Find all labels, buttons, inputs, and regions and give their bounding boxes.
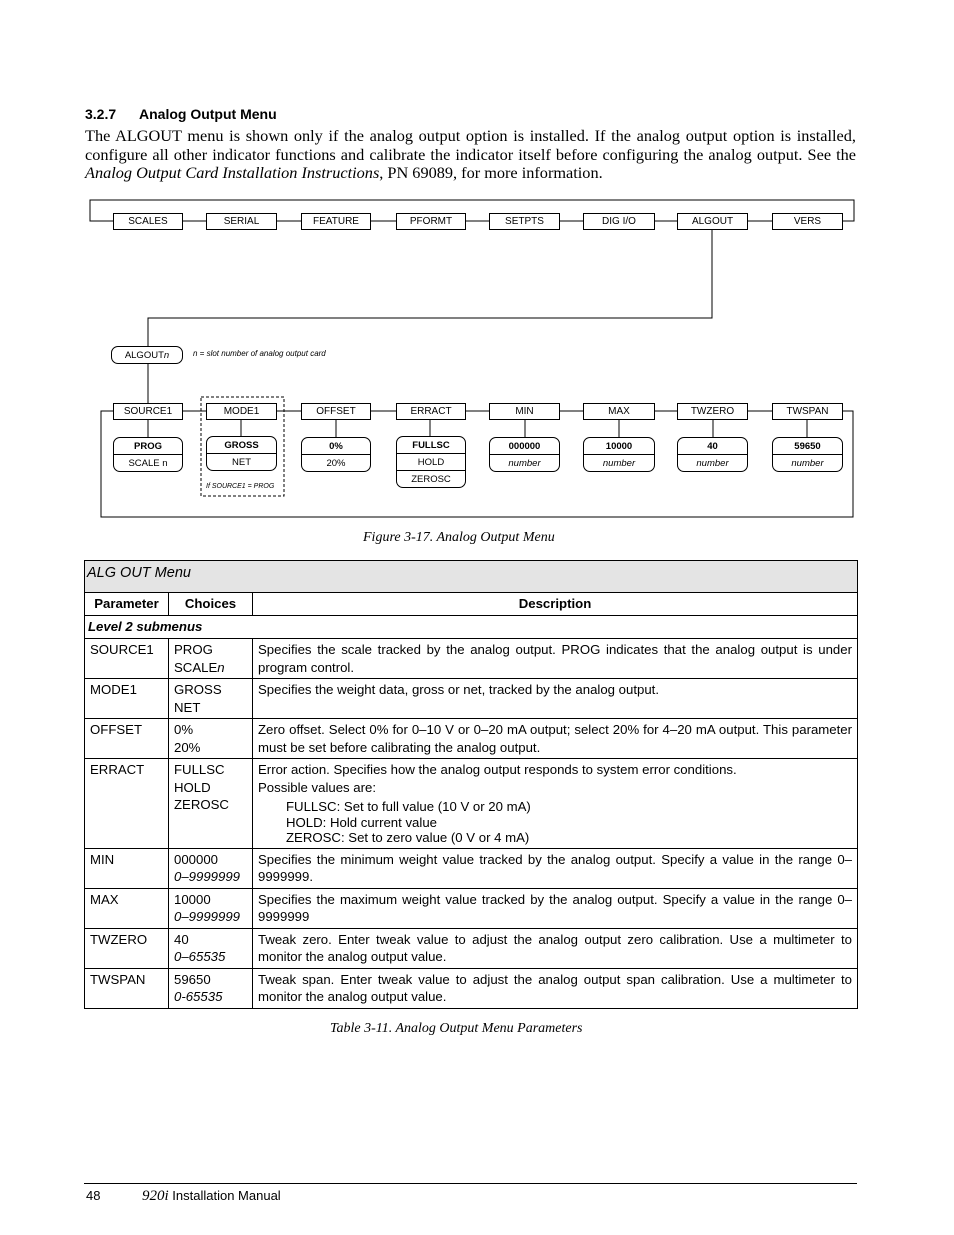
choices-cell: [169, 719, 253, 759]
choice-value: 59650: [174, 971, 211, 987]
option-prog: PROG: [134, 440, 162, 452]
top-menu-algout: ALGOUT: [677, 213, 748, 230]
option-scale-n: SCALE n: [114, 454, 182, 471]
option-fullsc: FULLSC: [412, 439, 450, 451]
choice-value: GROSS: [174, 682, 222, 697]
choice-range: 0–9999999: [174, 909, 241, 924]
submenu-erract: ERRACT: [396, 403, 466, 420]
choice-value: FULLSC: [174, 762, 225, 777]
option-min-number: number: [490, 454, 559, 471]
top-menu-vers: VERS: [772, 213, 843, 230]
algout-node-label: ALGOUT: [124, 349, 164, 361]
header-choices: Choices: [169, 593, 253, 616]
footer-rule: [84, 1183, 857, 1184]
twspan-options: [772, 437, 843, 472]
option-hold: HOLD: [397, 453, 465, 470]
choice-value: SCALEn: [174, 659, 225, 675]
param-cell: TWSPAN: [85, 968, 169, 1008]
top-menu-serial: SERIAL: [206, 213, 277, 230]
mode1-options: [206, 436, 277, 471]
choices-cell: [169, 679, 253, 719]
param-cell: MODE1: [85, 679, 169, 719]
table-row: [85, 928, 858, 968]
option-min-default: 000000: [508, 440, 541, 452]
algout-note: n = slot number of analog output card: [193, 349, 326, 358]
submenu-mode1: MODE1: [206, 403, 277, 420]
param-cell: TWZERO: [85, 928, 169, 968]
table-subheading: Level 2 submenus: [85, 615, 858, 639]
algout-n-node: [111, 346, 183, 364]
possible-values-list: [258, 799, 852, 846]
offset-options: [301, 437, 371, 472]
table-title: ALG OUT Menu: [85, 561, 858, 593]
choice-range: 0–65535: [174, 949, 226, 964]
param-cell: ERRACT: [85, 759, 169, 849]
choice-value: HOLD: [174, 779, 211, 795]
section-number: 3.2.7: [85, 106, 117, 122]
choice-range: 0–9999999: [174, 869, 241, 884]
option-twzero-default: 40: [707, 440, 718, 452]
twzero-options: [677, 437, 748, 472]
param-cell: MAX: [85, 888, 169, 928]
option-zerosc: ZEROSC: [397, 470, 465, 487]
choices-cell: [169, 759, 253, 849]
list-item: FULLSC: Set to full value (10 V or 20 mA): [286, 799, 531, 814]
option-max-number: number: [584, 454, 654, 471]
choice-value: 10000: [174, 891, 211, 907]
submenu-max: MAX: [583, 403, 655, 420]
top-menu-feature: FEATURE: [301, 213, 371, 230]
submenu-source1: SOURCE1: [113, 403, 183, 420]
list-item: HOLD: Hold current value: [286, 814, 437, 830]
param-cell: SOURCE1: [85, 639, 169, 679]
mode-note: If SOURCE1 = PROG: [206, 483, 275, 490]
choices-cell: [169, 928, 253, 968]
table-row: [85, 888, 858, 928]
menu-diagram: [0, 0, 954, 560]
choice-value: 40: [174, 931, 189, 947]
table-row: [85, 719, 858, 759]
description-cell: Zero offset. Select 0% for 0–10 V or 0–20 mA output; select 20% for 4–20 mA output. This parameter must be set before calibrating the analog output.: [253, 719, 858, 759]
erract-options: [396, 436, 466, 488]
manual-title: Installation Manual: [168, 1188, 281, 1203]
description-cell: Tweak zero. Enter tweak value to adjust the analog output zero calibration. Use a multimeter to monitor the analog output value.: [253, 928, 858, 968]
option-max-default: 10000: [605, 440, 633, 452]
product-model: 920i: [142, 1188, 169, 1204]
top-menu-scales: SCALES: [113, 213, 183, 230]
param-cell: OFFSET: [85, 719, 169, 759]
description-cell: Specifies the scale tracked by the analog output. PROG indicates that the analog output is under program control.: [253, 639, 858, 679]
description-cell: Specifies the maximum weight value tracked by the analog output. Specify a value in the range 0–9999999: [253, 888, 858, 928]
choice-value: PROG: [174, 642, 213, 657]
page-number: 48: [86, 1188, 101, 1203]
intro-text-2: , PN 69089, for more information.: [379, 163, 603, 182]
option-20pct: 20%: [302, 454, 370, 471]
diagram-lines: [0, 0, 954, 560]
table-caption: Table 3-11. Analog Output Menu Parameters: [330, 1021, 583, 1036]
top-menu-digio: DIG I/O: [583, 213, 655, 230]
description-text: Possible values are:: [258, 779, 377, 795]
option-twspan-number: number: [773, 454, 842, 471]
header-parameter: Parameter: [85, 593, 169, 616]
description-cell: Tweak span. Enter tweak value to adjust the analog output span calibration. Use a multimeter to monitor the analog output value.: [253, 968, 858, 1008]
option-twzero-number: number: [678, 454, 747, 471]
submenu-offset: OFFSET: [301, 403, 371, 420]
algout-node-suffix: n: [163, 349, 170, 361]
description-cell: Specifies the minimum weight value tracked by the analog output. Specify a value in the range 0–9999999.: [253, 848, 858, 888]
choices-cell: [169, 639, 253, 679]
option-twspan-default: 59650: [794, 440, 821, 452]
figure-caption: Figure 3-17. Analog Output Menu: [363, 530, 555, 545]
table-row: [85, 679, 858, 719]
choice-value: 20%: [174, 739, 201, 755]
top-menu-setpts: SETPTS: [489, 213, 560, 230]
table-row: [85, 848, 858, 888]
intro-doc-reference: Analog Output Card Installation Instructions: [85, 163, 380, 182]
choices-cell: [169, 968, 253, 1008]
choice-value: 0%: [174, 722, 194, 737]
list-item: ZEROSC: Set to zero value (0 V or 4 mA): [286, 830, 530, 845]
submenu-twzero: TWZERO: [677, 403, 748, 420]
submenu-twspan: TWSPAN: [772, 403, 843, 420]
option-gross: GROSS: [224, 439, 259, 451]
table-row: [85, 759, 858, 849]
param-cell: MIN: [85, 848, 169, 888]
top-menu-pformt: PFORMT: [396, 213, 466, 230]
submenu-min: MIN: [489, 403, 560, 420]
choices-cell: [169, 848, 253, 888]
choice-value: NET: [174, 699, 201, 715]
source1-options: [113, 437, 183, 472]
parameters-table: [84, 560, 858, 1009]
option-net: NET: [207, 453, 276, 470]
header-description: Description: [253, 593, 858, 616]
description-cell: Specifies the weight data, gross or net, tracked by the analog output.: [253, 679, 858, 719]
description-text: Error action. Specifies how the analog output responds to system error conditions.: [258, 762, 737, 777]
min-options: [489, 437, 560, 472]
choice-value: ZEROSC: [174, 797, 229, 812]
table-row: [85, 968, 858, 1008]
page-footer: [86, 1188, 281, 1205]
table-row: [85, 639, 858, 679]
section-title: Analog Output Menu: [139, 106, 277, 122]
choice-range: 0-65535: [174, 989, 223, 1004]
intro-text-1: The ALGOUT menu is shown only if the analog output option is installed. If the analog output option is installed, configure all other indicator functions and calibrate the indicator itself before configuring the analog output. See the: [85, 126, 856, 164]
option-0pct: 0%: [329, 440, 343, 452]
choices-cell: [169, 888, 253, 928]
description-cell: [253, 759, 858, 849]
max-options: [583, 437, 655, 472]
choice-value: 000000: [174, 851, 219, 867]
